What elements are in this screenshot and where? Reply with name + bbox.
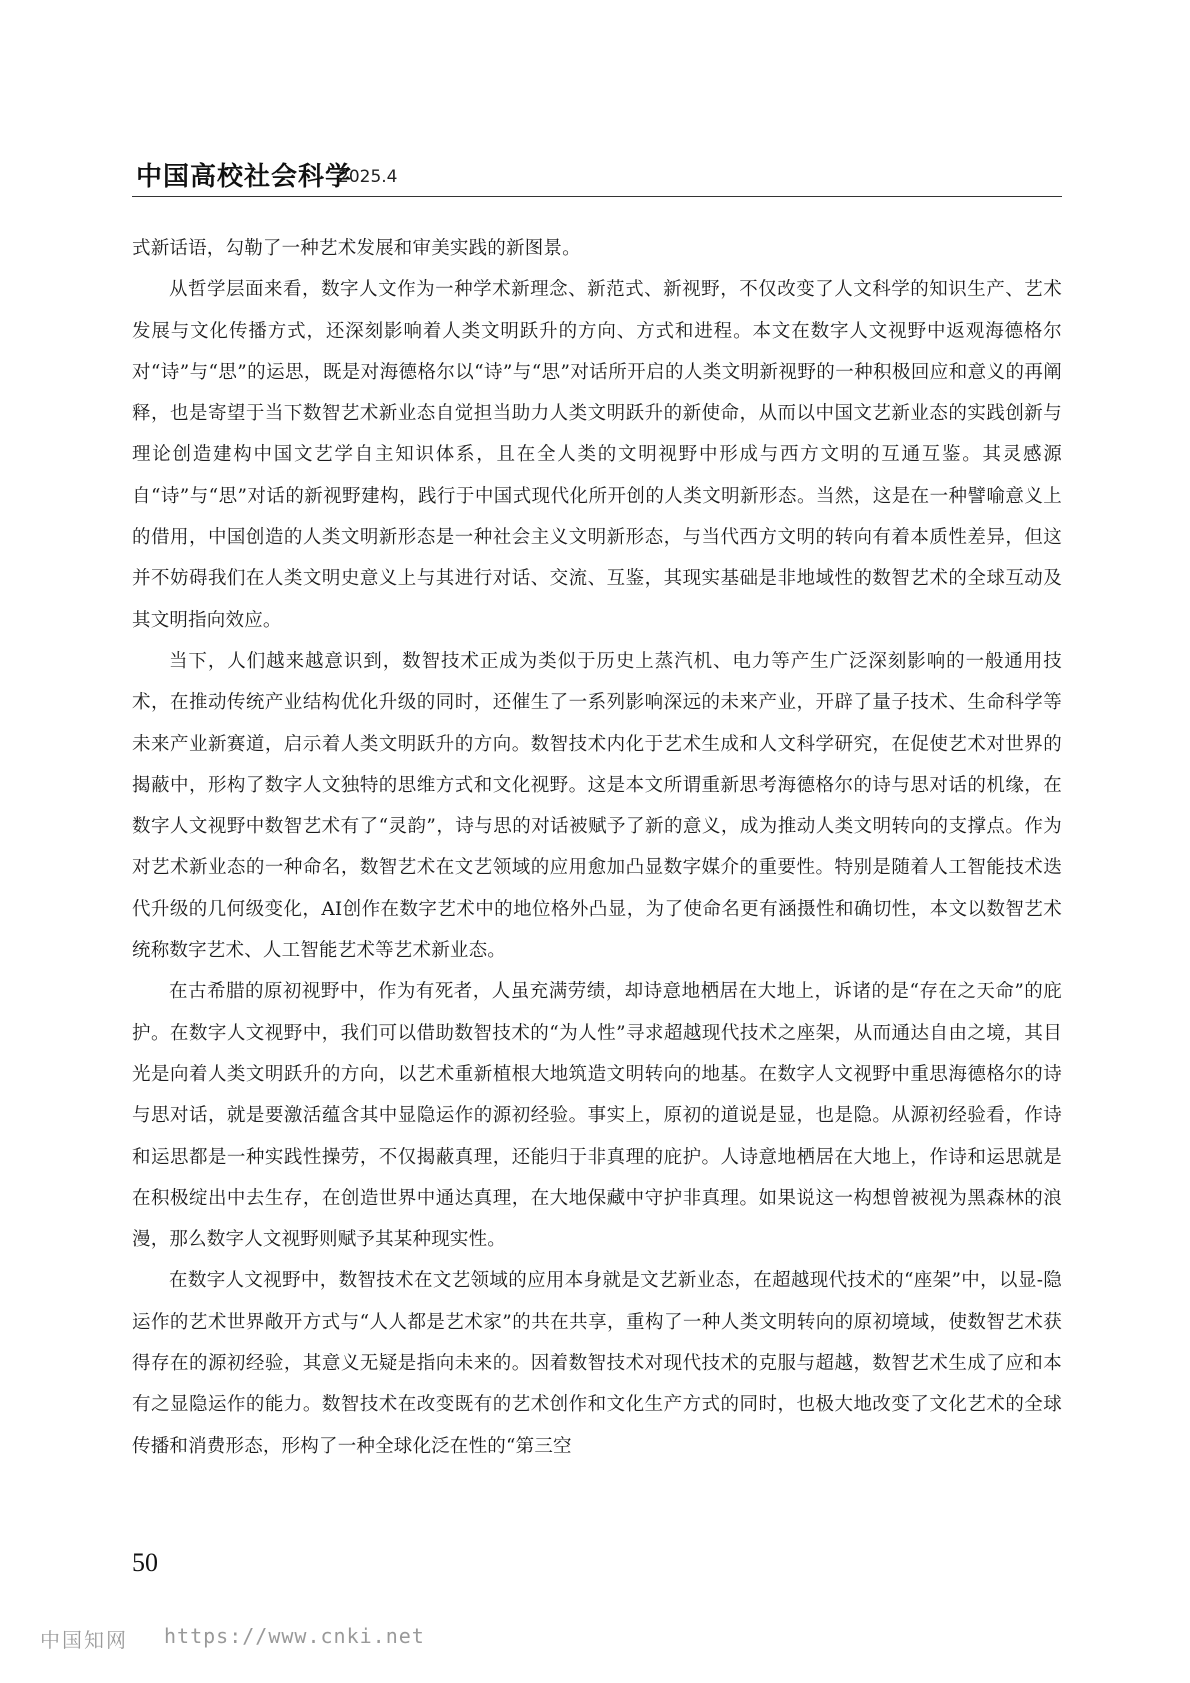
paragraph: 在古希腊的原初视野中，作为有死者，人虽充满劳绩，却诗意地栖居在大地上，诉诸的是“存在之天命”的庇护。在数字人文视野中，我们可以借助数智技术的“为人性”寻求超越现代技术之座架，从而通达自由之境，其目光是向着人类文明跃升的方向，以艺术重新植根大地筑造文明转向的地基。在数字人文视野中重思海德格尔的诗与思对话，就是要激活蕴含其中显隐运作的源初经验。事实上，原初的道说是显，也是隐。从源初经验看，作诗和运思都是一种实践性操劳，不仅揭蔽真理，还能归于非真理的庇护。人诗意地栖居在大地上，作诗和运思就是在积极绽出中去生存，在创造世界中通达真理，在大地保藏中守护非真理。如果说这一构想曾被视为黑森林的浪漫，那么数字人文视野则赋予其某种现实性。 bbox=[132, 981, 1062, 1251]
cnki-url: https://www.cnki.net bbox=[164, 1624, 425, 1648]
journal-title: 中国高校社会科学 bbox=[136, 162, 353, 192]
running-header bbox=[132, 152, 1062, 197]
article-body bbox=[132, 228, 1062, 1467]
cnki-logo-text: 中国知网 bbox=[40, 1628, 128, 1652]
page-number: 50 bbox=[132, 1548, 158, 1577]
issue-number: 2025.4 bbox=[338, 167, 398, 187]
cnki-watermark bbox=[40, 1624, 425, 1653]
paragraph: 从哲学层面来看，数字人文作为一种学术新理念、新范式、新视野，不仅改变了人文科学的知识生产、艺术发展与文化传播方式，还深刻影响着人类文明跃升的方向、方式和进程。本文在数字人文视野中返观海德格尔对“诗”与“思”的运思，既是对海德格尔以“诗”与“思”对话所开启的人类文明新视野的一种积极回应和意义的再阐释，也是寄望于当下数智艺术新业态自觉担当助力人类文明跃升的新使命，从而以中国文艺新业态的实践创新与理论创造建构中国文艺学自主知识体系，且在全人类的文明视野中形成与西方文明的互通互鉴。其灵感源自“诗”与“思”对话的新视野建构，践行于中国式现代化所开创的人类文明新形态。当然，这是在一种譬喻意义上的借用，中国创造的人类文明新形态是一种社会主义文明新形态，与当代西方文明的转向有着本质性差异，但这并不妨碍我们在人类文明史意义上与其进行对话、交流、互鉴，其现实基础是非地域性的数智艺术的全球互动及其文明指向效应。 bbox=[132, 279, 1062, 631]
paragraph: 当下，人们越来越意识到，数智技术正成为类似于历史上蒸汽机、电力等产生广泛深刻影响的一般通用技术，在推动传统产业结构优化升级的同时，还催生了一系列影响深远的未来产业，开辟了量子技术、生命科学等未来产业新赛道，启示着人类文明跃升的方向。数智技术内化于艺术生成和人文科学研究，在促使艺术对世界的揭蔽中，形构了数字人文独特的思维方式和文化视野。这是本文所谓重新思考海德格尔的诗与思对话的机缘，在数字人文视野中数智艺术有了“灵韵”，诗与思的对话被赋予了新的意义，成为推动人类文明转向的支撑点。作为对艺术新业态的一种命名，数智艺术在文艺领域的应用愈加凸显数字媒介的重要性。特别是随着人工智能技术迭代升级的几何级变化，AI创作在数字艺术中的地位格外凸显，为了使命名更有涵摄性和确切性，本文以数智艺术统称数字艺术、人工智能艺术等艺术新业态。 bbox=[132, 650, 1062, 962]
paragraph: 在数字人文视野中，数智技术在文艺领域的应用本身就是文艺新业态，在超越现代技术的“座架”中，以显-隐运作的艺术世界敞开方式与“人人都是艺术家”的共在共享，重构了一种人类文明转向的原初境域，使数智艺术获得存在的源初经验，其意义无疑是指向未来的。因着数智技术对现代技术的克服与超越，数智艺术生成了应和本有之显隐运作的能力。数智技术在改变既有的艺术创作和文化生产方式的同时，也极大地改变了文化艺术的全球传播和消费形态，形构了一种全球化泛在性的“第三空 bbox=[132, 1270, 1062, 1457]
paragraph: 式新话语，勾勒了一种艺术发展和审美实践的新图景。 bbox=[132, 238, 581, 259]
